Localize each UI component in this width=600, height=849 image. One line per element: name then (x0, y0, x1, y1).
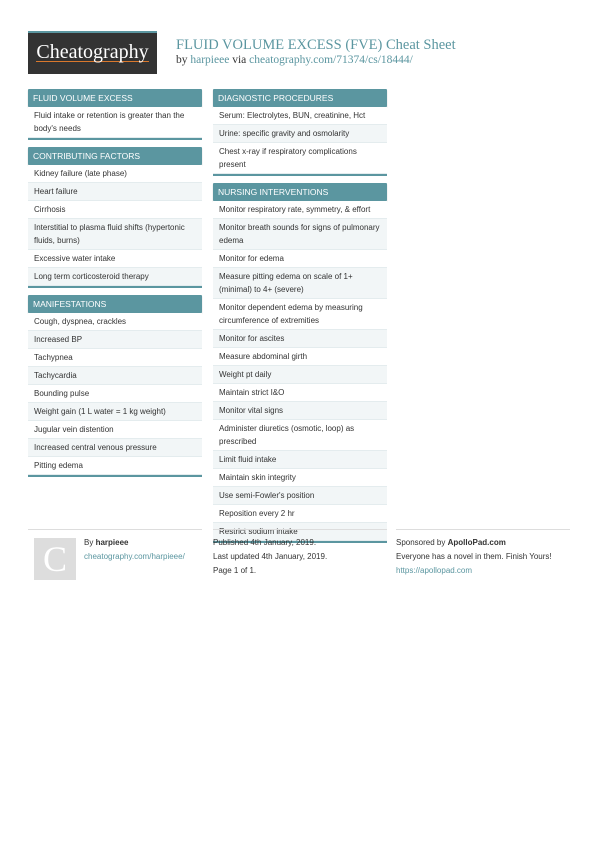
list-item: Tachypnea (28, 349, 202, 367)
list-item: Excessive water intake (28, 250, 202, 268)
footer-dates (213, 529, 387, 578)
footer-sponsor (396, 529, 570, 578)
cheatography-logo[interactable] (28, 31, 157, 74)
list-item: Restrict sodium intake (213, 523, 387, 541)
list-item: Maintain strict I&O (213, 384, 387, 402)
list-item: Maintain skin integrity (213, 469, 387, 487)
page-title: FLUID VOLUME EXCESS (FVE) Cheat Sheet (176, 37, 456, 53)
list-item: Urine: specific gravity and osmolarity (213, 125, 387, 143)
list-item: Weight pt daily (213, 366, 387, 384)
sponsored-label: Sponsored by (396, 538, 446, 547)
logo-text: Cheatography (36, 41, 149, 63)
list-item: Reposition every 2 hr (213, 505, 387, 523)
list-item: Serum: Electrolytes, BUN, creatinine, Hct (213, 107, 387, 125)
list-item: Cough, dyspnea, crackles (28, 313, 202, 331)
list-item: Administer diuretics (osmotic, loop) as prescribed (213, 420, 387, 451)
list-item: Monitor breath sounds for signs of pulmonary edema (213, 219, 387, 250)
list-item: Use semi-Fowler's position (213, 487, 387, 505)
list-item: Long term corticosteroid therapy (28, 268, 202, 286)
sheet-url-link[interactable]: cheatography.com/71374/cs/18444/ (249, 54, 413, 66)
published-date: Published 4th January, 2019. (213, 538, 317, 547)
section (28, 295, 202, 477)
section-header: DIAGNOSTIC PROCEDURES (213, 89, 387, 107)
list-item: Monitor respiratory rate, symmetry, & effort (213, 201, 387, 219)
list-item: Tachycardia (28, 367, 202, 385)
section-header: CONTRIBUTING FACTORS (28, 147, 202, 165)
author-link[interactable]: harpieee (190, 54, 230, 66)
list-item: Weight gain (1 L water = 1 kg weight) (28, 403, 202, 421)
section (213, 183, 387, 543)
sponsor-name: ApolloPad.com (447, 538, 506, 547)
list-item: Chest x-ray if respiratory complications present (213, 143, 387, 174)
list-item: Increased BP (28, 331, 202, 349)
via-label: via (232, 54, 247, 66)
section (28, 147, 202, 288)
section (28, 89, 202, 140)
list-item: Fluid intake or retention is greater than the body's needs (28, 107, 202, 138)
sponsor-link[interactable]: https://apollopad.com (396, 566, 473, 575)
list-item: Heart failure (28, 183, 202, 201)
updated-date: Last updated 4th January, 2019. (213, 552, 328, 561)
list-item: Cirrhosis (28, 201, 202, 219)
by-label: By (84, 538, 94, 547)
author-profile-link[interactable]: cheatography.com/harpieee/ (84, 552, 185, 561)
byline (176, 54, 413, 66)
avatar: C (34, 538, 76, 580)
list-item: Increased central venous pressure (28, 439, 202, 457)
page-number: Page 1 of 1. (213, 566, 257, 575)
sponsor-tagline: Everyone has a novel in them. Finish Yours! (396, 552, 552, 561)
by-label: by (176, 54, 188, 66)
section-header: MANIFESTATIONS (28, 295, 202, 313)
list-item: Measure abdominal girth (213, 348, 387, 366)
list-item: Kidney failure (late phase) (28, 165, 202, 183)
section-header: NURSING INTERVENTIONS (213, 183, 387, 201)
list-item: Interstitial to plasma fluid shifts (hypertonic fluids, burns) (28, 219, 202, 250)
list-item: Limit fluid intake (213, 451, 387, 469)
list-item: Monitor for edema (213, 250, 387, 268)
list-item: Bounding pulse (28, 385, 202, 403)
list-item: Monitor dependent edema by measuring circumference of extremities (213, 299, 387, 330)
list-item: Measure pitting edema on scale of 1+ (minimal) to 4+ (severe) (213, 268, 387, 299)
section (213, 89, 387, 176)
footer-author (28, 529, 202, 596)
list-item: Pitting edema (28, 457, 202, 475)
list-item: Monitor vital signs (213, 402, 387, 420)
footer-author-name: harpieee (95, 538, 129, 547)
left-column (28, 89, 202, 484)
section-header: FLUID VOLUME EXCESS (28, 89, 202, 107)
list-item: Jugular vein distention (28, 421, 202, 439)
middle-column (213, 89, 387, 550)
list-item: Monitor for ascites (213, 330, 387, 348)
